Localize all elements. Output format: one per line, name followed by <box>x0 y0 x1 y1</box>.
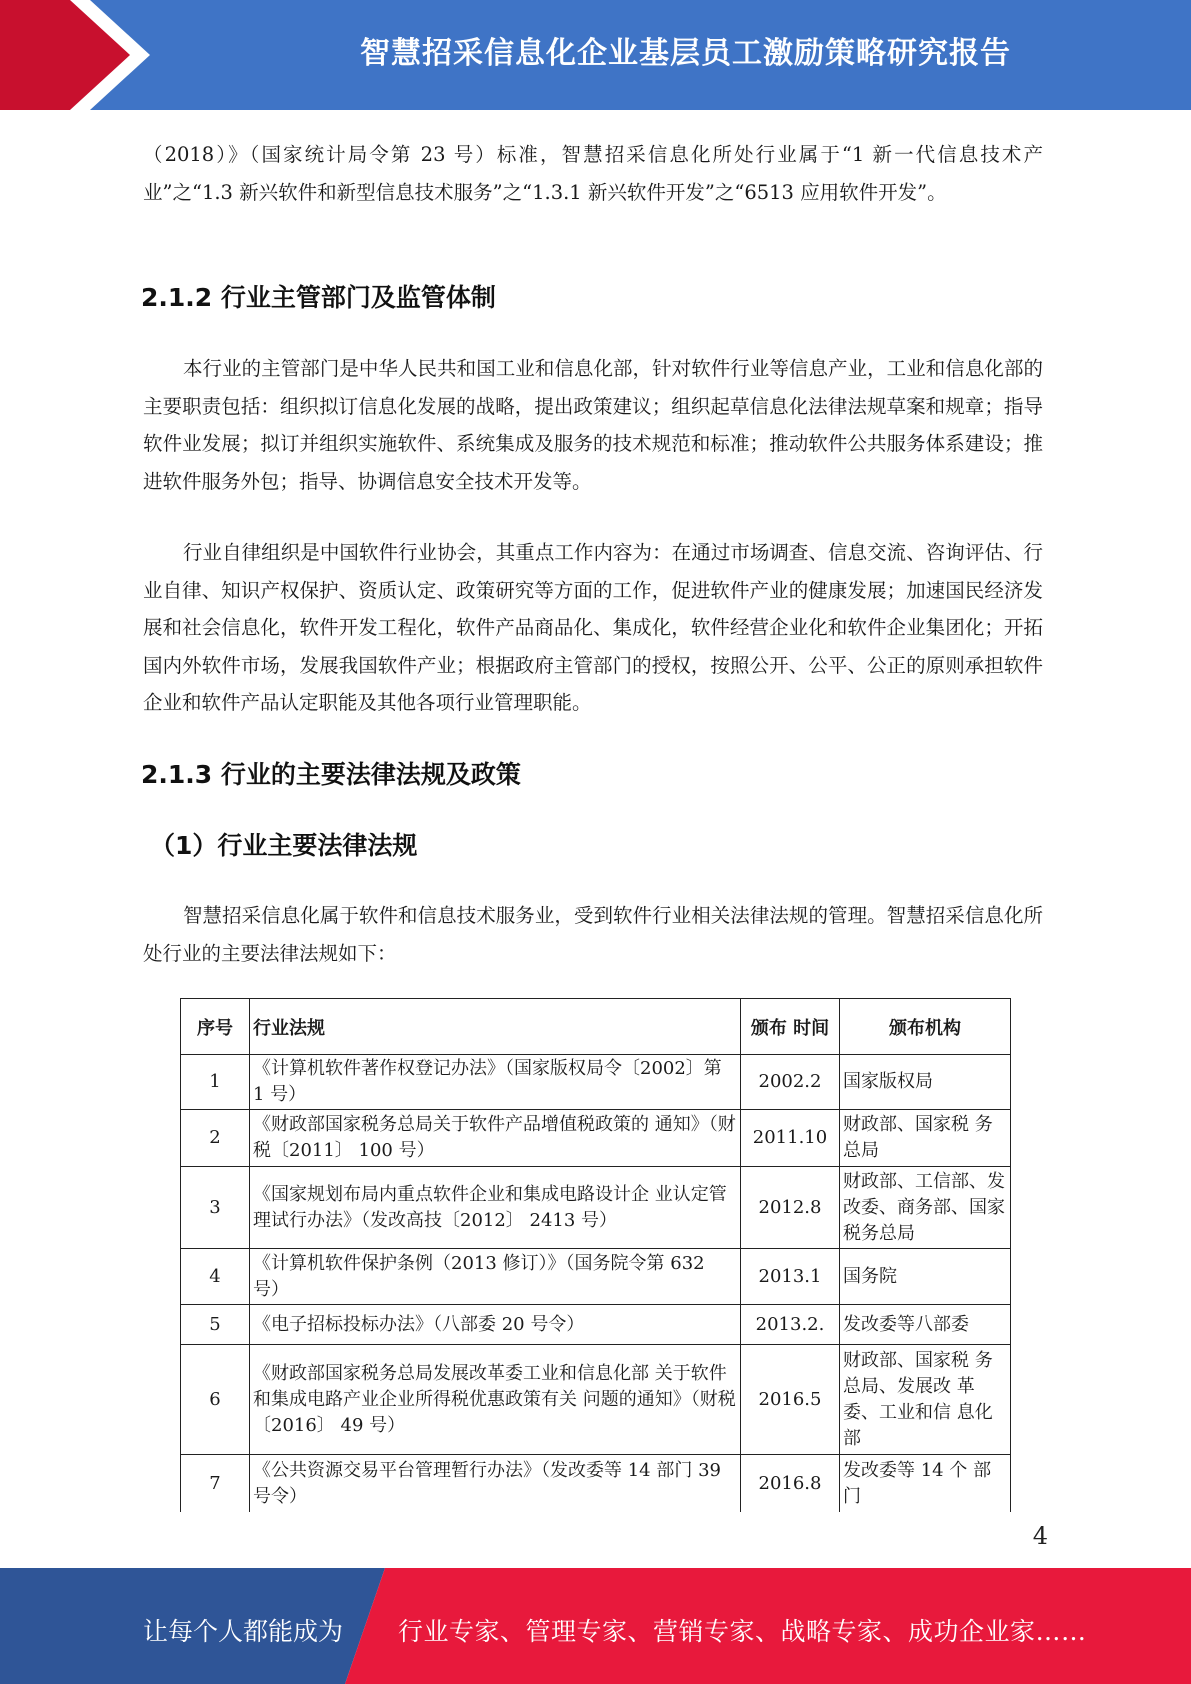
cell-law: 《公共资源交易平台管理暂行办法》（发改委等 14 部门 39 号令） <box>250 1455 741 1513</box>
page-footer <box>0 1568 1191 1684</box>
footer-slogan-right: 行业专家、管理专家、营销专家、战略专家、成功企业家…… <box>398 1617 1087 1646</box>
paragraph-industry-classification: （2018）》（国家统计局令第 23 号）标准，智慧招采信息化所处行业属于“1 新一代信息技术产业”之“1.3 新兴软件和新型信息技术服务”之“1.3.1 新兴软件开发”之“6513 应用软件开发”。 <box>143 143 1043 204</box>
section-heading-2-1-3: 2.1.3 行业的主要法律法规及政策 <box>141 760 521 789</box>
header-date: 颁布 时间 <box>741 999 840 1055</box>
cell-law: 《电子招标投标办法》（八部委 20 号令） <box>250 1305 741 1345</box>
cell-no: 5 <box>181 1305 250 1345</box>
cell-date: 2011.10 <box>741 1110 840 1167</box>
section-heading-2-1-2: 2.1.2 行业主管部门及监管体制 <box>141 283 496 312</box>
header-org: 颁布机构 <box>840 999 1011 1055</box>
page-number: 4 <box>1032 1522 1048 1550</box>
table-row <box>181 1455 1011 1513</box>
cell-no: 3 <box>181 1167 250 1249</box>
table-row <box>181 1345 1011 1455</box>
cell-no: 4 <box>181 1249 250 1305</box>
cell-date: 2002.2 <box>741 1055 840 1110</box>
cell-law: 《计算机软件著作权登记办法》（国家版权局令〔2002〕第 1 号） <box>250 1055 741 1110</box>
table-header-row <box>181 999 1011 1055</box>
paragraph-authority: 本行业的主管部门是中华人民共和国工业和信息化部，针对软件行业等信息产业，工业和信息化部的主要职责包括：组织拟订信息化发展的战略，提出政策建议；组织起草信息化法律法规草案和规章；指导软件业发展；拟订并组织实施软件、系统集成及服务的技术规范和标准；推动软件公共服务体系建设；推进软件服务外包；指导、协调信息安全技术开发等。 <box>143 357 1043 493</box>
cell-org: 财政部、国家税 务总局 <box>840 1110 1011 1167</box>
cell-no: 2 <box>181 1110 250 1167</box>
paragraph-self-regulation: 行业自律组织是中国软件行业协会，其重点工作内容为：在通过市场调查、信息交流、咨询评估、行业自律、知识产权保护、资质认定、政策研究等方面的工作，促进软件产业的健康发展；加速国民经济发展和社会信息化，软件开发工程化，软件产品商品化、集成化，软件经营企业化和软件企业集团化；开拓国内外软件市场，发展我国软件产业；根据政府主管部门的授权，按照公开、公平、公正的原则承担软件企业和软件产品认定职能及其他各项行业管理职能。 <box>143 541 1043 714</box>
table-row <box>181 1249 1011 1305</box>
cell-law: 《国家规划布局内重点软件企业和集成电路设计企 业认定管理试行办法》（发改高技〔2012〕 2413 号） <box>250 1167 741 1249</box>
cell-org: 发改委等 14 个 部门 <box>840 1455 1011 1513</box>
cell-no: 1 <box>181 1055 250 1110</box>
table-row <box>181 1110 1011 1167</box>
header-chevron-graphic <box>0 0 240 110</box>
cell-law: 《计算机软件保护条例（2013 修订）》（国务院令第 632 号） <box>250 1249 741 1305</box>
cell-date: 2013.1 <box>741 1249 840 1305</box>
footer-slogan-left: 让每个人都能成为 <box>143 1617 344 1646</box>
cell-no: 7 <box>181 1455 250 1513</box>
table-row <box>181 1167 1011 1249</box>
header-title: 智慧招采信息化企业基层员工激励策略研究报告 <box>360 36 1011 71</box>
cell-date: 2016.5 <box>741 1345 840 1455</box>
cell-org: 发改委等八部委 <box>840 1305 1011 1345</box>
laws-table <box>180 998 1011 1513</box>
cell-date: 2016.8 <box>741 1455 840 1513</box>
cell-law: 《财政部国家税务总局发展改革委工业和信息化部 关于软件和集成电路产业企业所得税优惠政策有关 问题的通知》（财税〔2016〕 49 号） <box>250 1345 741 1455</box>
table-page-break-mask <box>0 1512 1191 1572</box>
header-law: 行业法规 <box>250 999 741 1055</box>
cell-org: 财政部、工信部、发改委、商务部、国家税务总局 <box>840 1167 1011 1249</box>
table-row <box>181 1305 1011 1345</box>
page-header <box>0 0 1191 110</box>
cell-date: 2013.2. <box>741 1305 840 1345</box>
paragraph-laws-intro: 智慧招采信息化属于软件和信息技术服务业，受到软件行业相关法律法规的管理。智慧招采信息化所处行业的主要法律法规如下： <box>143 904 1043 965</box>
cell-org: 国务院 <box>840 1249 1011 1305</box>
cell-date: 2012.8 <box>741 1167 840 1249</box>
header-no: 序号 <box>181 999 250 1055</box>
cell-org: 国家版权局 <box>840 1055 1011 1110</box>
subsection-heading-laws: （1）行业主要法律法规 <box>150 831 418 860</box>
table-row <box>181 1055 1011 1110</box>
cell-no: 6 <box>181 1345 250 1455</box>
cell-law: 《财政部国家税务总局关于软件产品增值税政策的 通知》（财税〔2011〕 100 号） <box>250 1110 741 1167</box>
cell-org: 财政部、国家税 务总局、发展改 革委、工业和信 息化部 <box>840 1345 1011 1455</box>
